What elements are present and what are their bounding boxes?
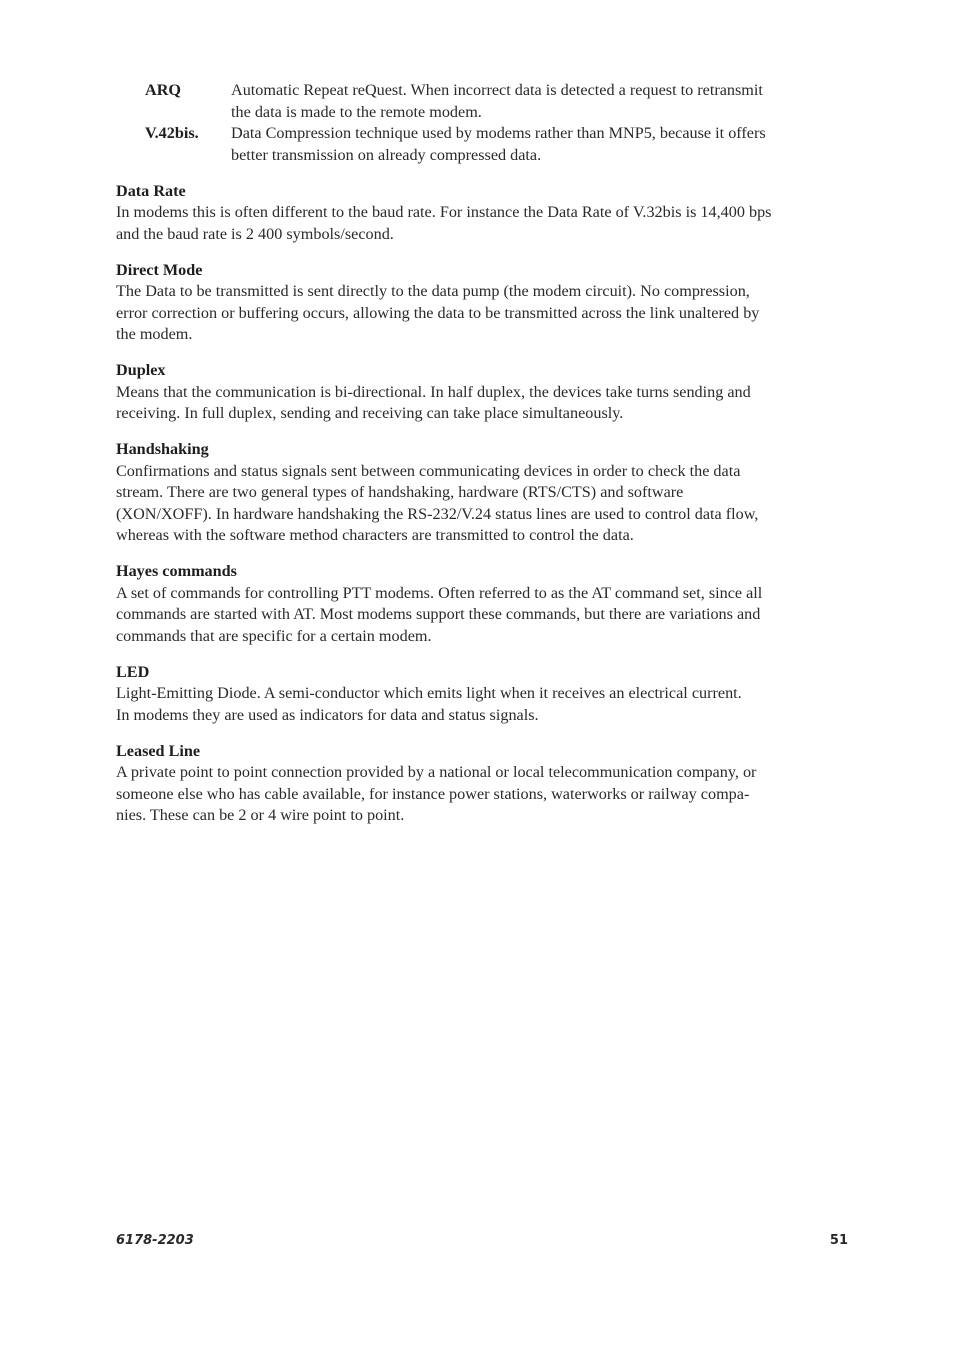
glossary-entry-data-rate [116,181,856,246]
definition-line: the modem. [116,325,193,343]
definition-line: stream. There are two general types of handshaking, hardware (RTS/CTS) and software [116,483,684,501]
definition-line: nies. These can be 2 or 4 wire point to point. [116,806,405,824]
glossary-entry-direct-mode [116,260,856,346]
entry-definition [116,461,856,547]
glossary-entry-leased-line [116,741,856,827]
glossary-entry-hayes-commands [116,561,856,647]
page-number: 51 [829,1233,848,1248]
abbreviation-term: V.42bis. [145,124,199,142]
document-number: 6178-2203 [116,1233,194,1248]
glossary-entry-handshaking [116,439,856,547]
definition-line: commands that are specific for a certain modem. [116,626,432,645]
definition-line: whereas with the software method characters are transmitted to control the data. [116,526,634,544]
abbreviation-term: ARQ [145,81,181,99]
definition-line: someone else who has cable available, for instance power stations, waterworks or railway compa- [116,784,750,803]
definition-line: In modems they are used as indicators for data and status signals. [116,705,539,724]
glossary-entry-led [116,662,856,727]
definition-line: The Data to be transmitted is sent directly to the data pump (the modem circuit). No compression, [116,282,750,300]
definition-line: Confirmations and status signals sent between communicating devices in order to check the data [116,461,741,480]
definition-line: Light-Emitting Diode. A semi-conductor which emits light when it receives an electrical current. [116,684,742,702]
abbreviation-definition [231,123,856,166]
entry-term: Direct Mode [116,260,203,279]
abbreviation-list [116,80,856,166]
definition-line: commands are started with AT. Most modems support these commands, but there are variations and [116,605,761,623]
abbreviation-definition [231,80,856,123]
definition-line: receiving. In full duplex, sending and receiving can take place simultaneously. [116,404,624,422]
definition-line: Automatic Repeat reQuest. When incorrect data is detected a request to retransmit [231,81,763,99]
definition-line: A private point to point connection provided by a national or local telecommunication company, or [116,763,757,781]
definition-line: (XON/XOFF). In hardware handshaking the RS-232/V.24 status lines are used to control data flow, [116,504,759,523]
definition-line: the data is made to the remote modem. [231,102,482,121]
entry-term: LED [116,662,150,681]
abbreviation-item-v42bis [145,123,856,166]
definition-line: and the baud rate is 2 400 symbols/second. [116,224,394,243]
entry-term: Leased Line [116,741,201,760]
definition-line: In modems this is often different to the baud rate. For instance the Data Rate of V.32bis is 14,400 bps [116,203,772,221]
entry-definition [116,382,856,425]
entry-term: Data Rate [116,181,186,200]
entry-definition [116,762,856,827]
definition-line: Data Compression technique used by modems rather than MNP5, because it offers [231,124,766,142]
entry-term: Handshaking [116,440,209,458]
glossary-entry-duplex [116,360,856,425]
definition-line: Means that the communication is bi-directional. In half duplex, the devices take turns sending and [116,382,751,401]
entry-definition [116,583,856,648]
entry-definition [116,281,856,346]
entry-definition [116,202,856,245]
entry-definition [116,683,856,726]
entry-term: Duplex [116,361,166,379]
definition-line: A set of commands for controlling PTT modems. Often referred to as the AT command set, since all [116,583,763,602]
definition-line: better transmission on already compressed data. [231,145,542,164]
glossary-content [116,80,856,827]
definition-line: error correction or buffering occurs, allowing the data to be transmitted across the link unaltered by [116,303,760,322]
abbreviation-item-arq [145,80,856,123]
entry-term: Hayes commands [116,562,237,580]
